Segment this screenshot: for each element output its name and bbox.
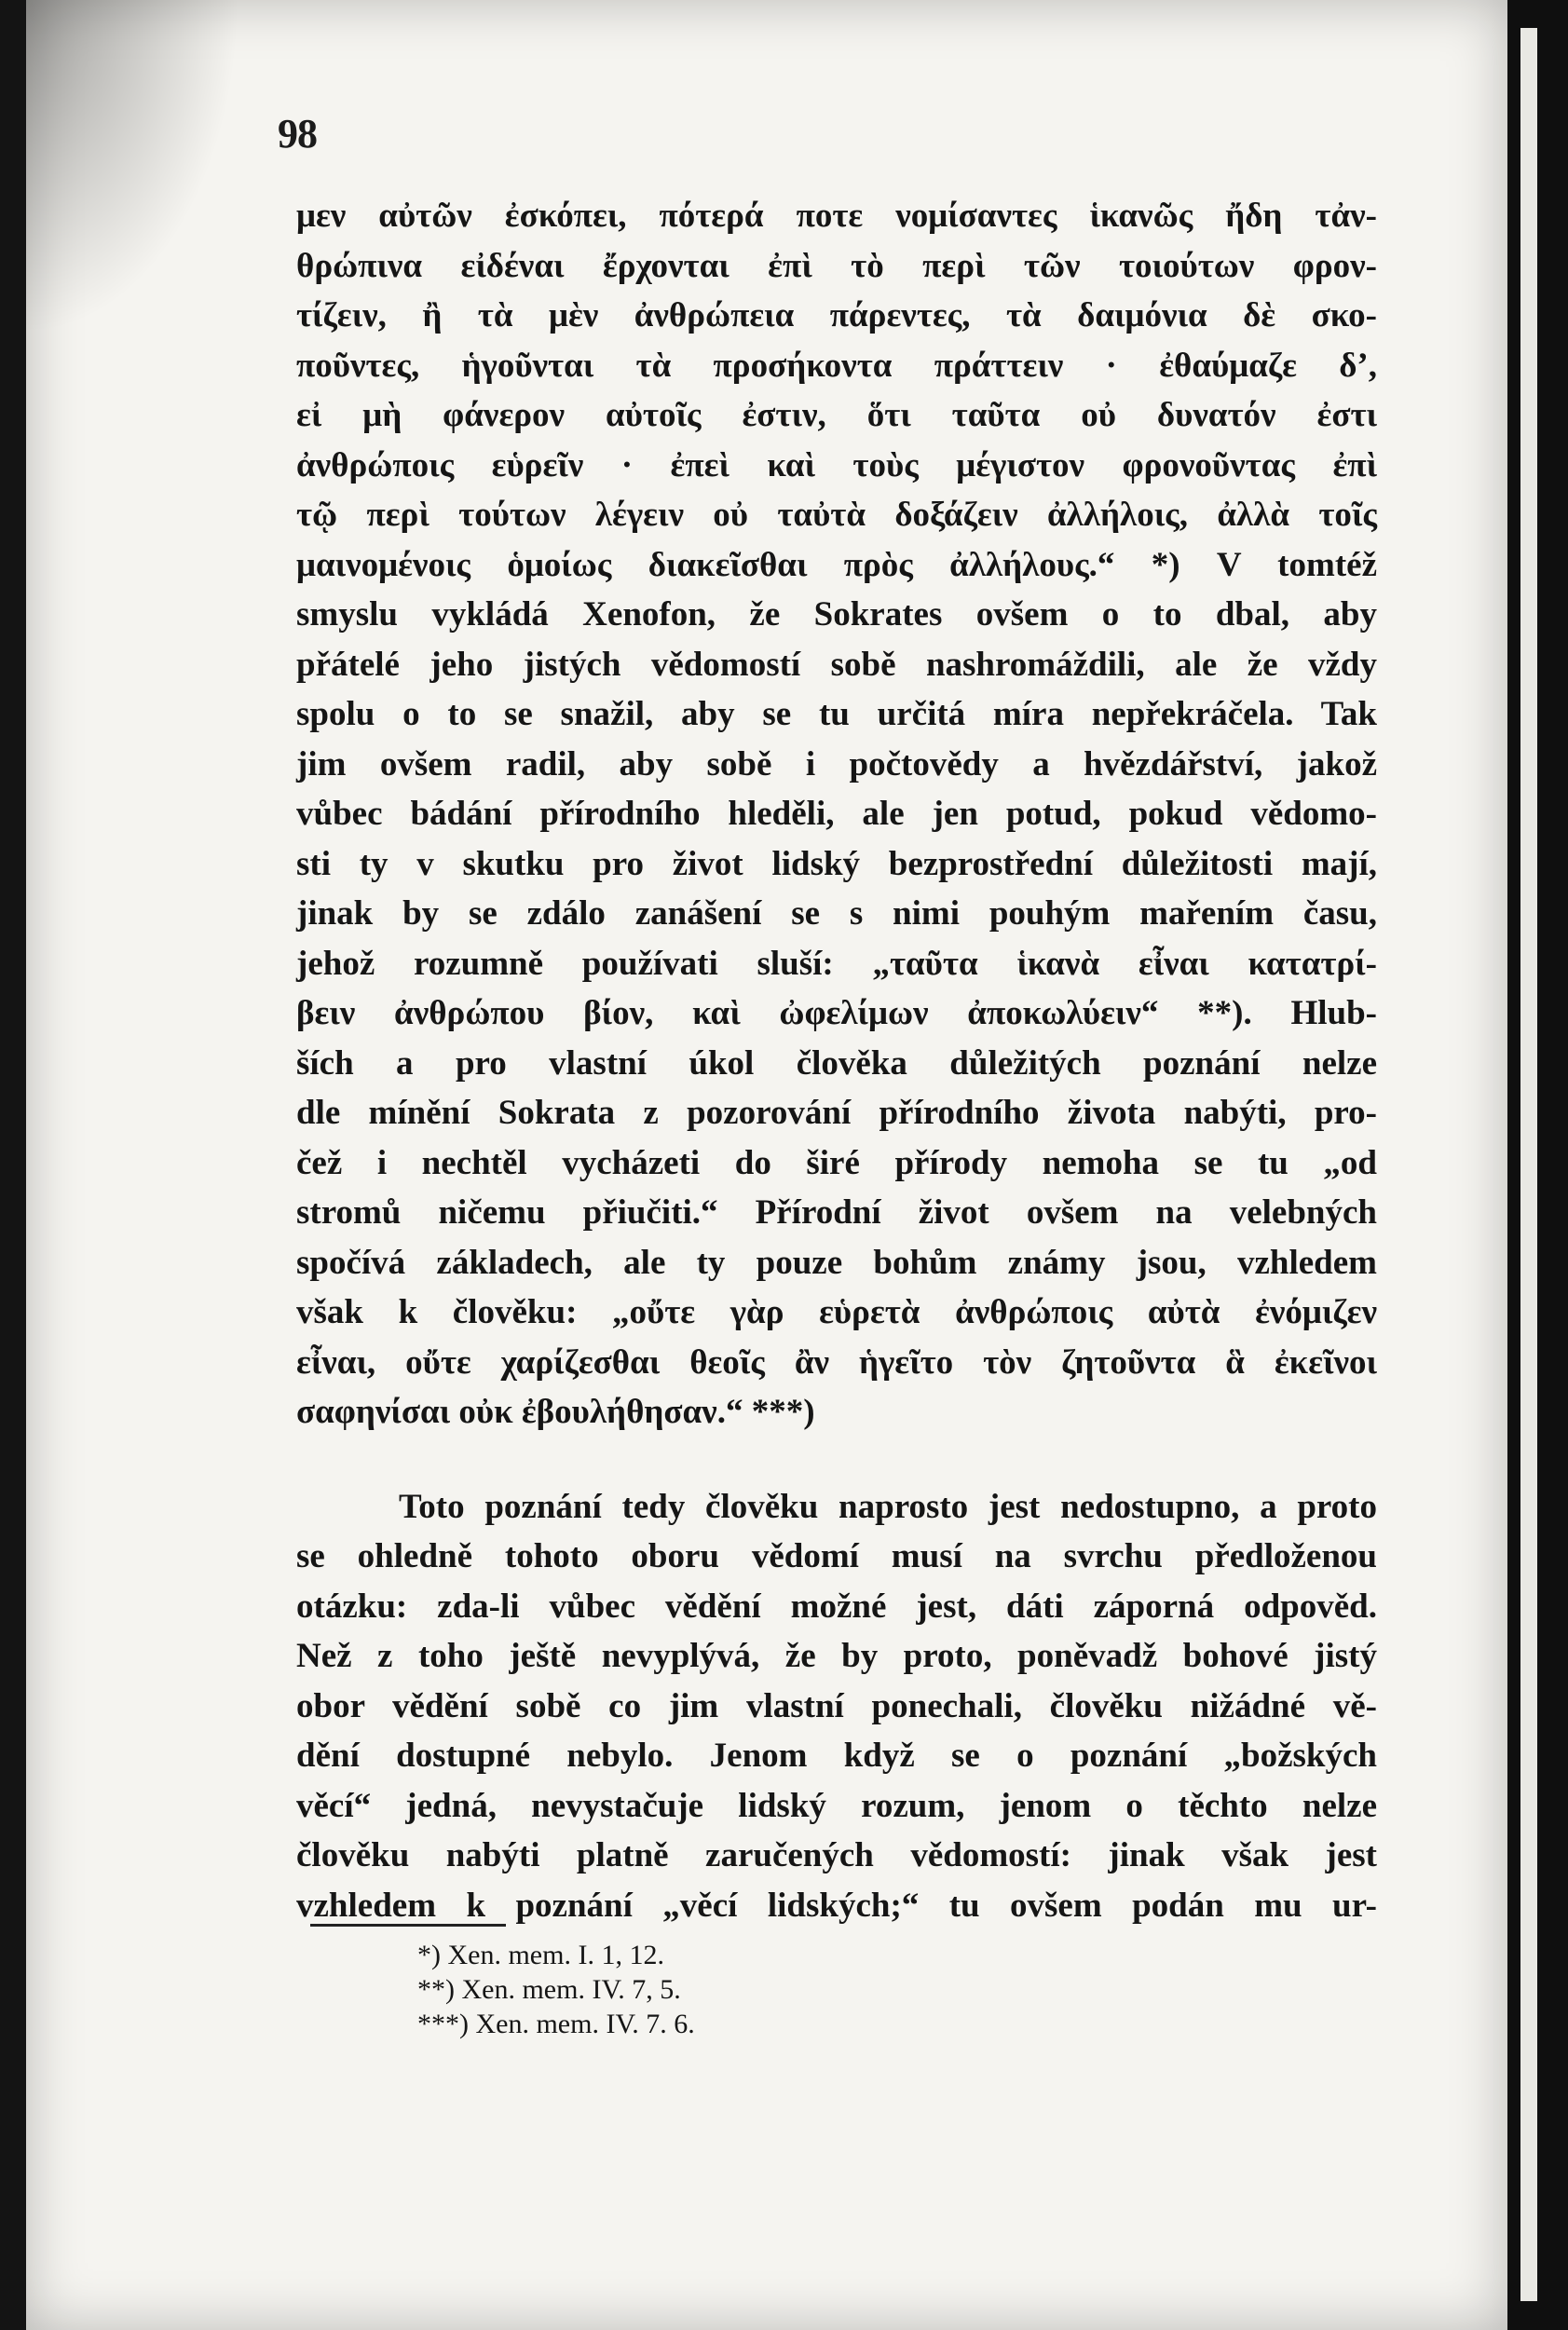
footnote: ***) Xen. mem. IV. 7. 6. — [417, 2009, 695, 2039]
text-line: dle mínění Sokrata z pozorování přírodního života nabýti, pro- — [296, 1094, 1377, 1132]
text-line: εἶναι, οὔτε χαρίζεσθαι θεοῖς ἂν ἡγεῖτο τὸν ζητοῦντα ἃ ἐκεῖνοι — [296, 1342, 1377, 1382]
text-line: μαινομένοις ὁμοίως διακεῖσθαι πρὸς ἀλλήλους.“ *) V tomtéž — [296, 545, 1377, 584]
text-line: jim ovšem radil, aby sobě i počtovědy a hvězdářství, jakož — [296, 744, 1377, 783]
text-line: ἀνθρώποις εὑρεῖν · ἐπεὶ καὶ τοὺς μέγιστον φρονοῦντας ἐπὶ — [296, 445, 1377, 484]
footnote: *) Xen. mem. I. 1, 12. — [417, 1940, 664, 1970]
text-line: σαφηνίσαι οὐκ ἐβουλήθησαν.“ ***) — [296, 1393, 815, 1431]
paragraph-gap — [296, 1438, 1377, 1482]
text-line: Než z toho ještě nevyplývá, že by proto, poněvadž bohové jistý — [296, 1637, 1377, 1675]
text-line: εἰ μὴ φάνερον αὐτοῖς ἐστιν, ὅτι ταῦτα οὐ δυνατόν ἐστι — [296, 396, 1377, 434]
text-line: τῷ περὶ τούτων λέγειν οὐ ταὐτὰ δοξάζειν ἀλλήλοις, ἀλλὰ τοῖς — [296, 496, 1377, 534]
text-line: spočívá základech, ale ty pouze bohům známy jsou, vzhledem — [296, 1243, 1377, 1282]
text-line: obor vědění sobě co jim vlastní ponechali, člověku nižádné vě- — [296, 1686, 1377, 1725]
text-line: věcí“ jedná, nevystačuje lidský rozum, jenom o těchto nelze — [296, 1786, 1377, 1825]
text-line: jinak by se zdálo zanášení se s nimi pouhým mařením času, — [296, 894, 1377, 933]
scan-shadow — [26, 0, 240, 335]
text-line: vůbec bádání přírodního hleděli, ale jen potud, pokud vědomo- — [296, 795, 1377, 833]
footnote-divider — [310, 1924, 506, 1927]
text-line: spolu o to se snažil, aby se tu určitá míra nepřekráčela. Tak — [296, 695, 1377, 733]
footnotes — [417, 1938, 695, 2041]
text-line: přátelé jeho jistých vědomostí sobě nashromáždili, ale že vždy — [296, 645, 1377, 684]
text-line: otázku: zda-li vůbec vědění možné jest, dáti záporná odpověd. — [296, 1587, 1377, 1626]
text-line: βειν ἀνθρώπου βίον, καὶ ὠφελίμων ἀποκωλύειν“ **). Hlub- — [296, 994, 1377, 1032]
page-number: 98 — [278, 111, 317, 157]
text-line: jehož rozumně používati sluší: „ταῦτα ἱκανὰ εἶναι κατατρί- — [296, 944, 1377, 983]
text-line: čež i nechtěl vycházeti do širé přírody nemoha se tu „od — [296, 1143, 1377, 1182]
text-line: θρώπινα εἰδέναι ἔρχονται ἐπὶ τὸ περὶ τῶν τοιούτων φρον- — [296, 246, 1377, 285]
text-line: stromů ničemu přiučiti.“ Přírodní život ovšem na velebných — [296, 1193, 1377, 1232]
text-line: τίζειν, ἢ τὰ μὲν ἀνθρώπεια πάρεντες, τὰ δαιμόνια δὲ σκο- — [296, 296, 1377, 334]
text-line: ποῦντες, ἡγοῦνται τὰ προσήκοντα πράττειν · ἐθαύμαζε δ’, — [296, 346, 1377, 385]
text-line: ších a pro vlastní úkol člověka důležitých poznání nelze — [296, 1043, 1377, 1083]
book-page — [26, 0, 1507, 2330]
text-line: se ohledně tohoto oboru vědomí musí na svrchu předloženou — [296, 1537, 1377, 1575]
text-line: dění dostupné nebylo. Jenom když se o poznání „božských — [296, 1737, 1377, 1775]
text-line: vzhledem k poznání „věcí lidských;“ tu ovšem podán mu ur- — [296, 1886, 1377, 1925]
text-line: Toto poznání tedy člověku naprosto jest nedostupno, a proto — [399, 1487, 1377, 1526]
text-line: však k člověku: „οὔτε γὰρ εὑρετὰ ἀνθρώποις αὐτὰ ἐνόμιζεν — [296, 1293, 1377, 1331]
book-binding-edge — [1507, 0, 1568, 2330]
text-line: μεν αὐτῶν ἐσκόπει, πότερά ποτε νομίσαντες ἱκανῶς ἤδη τἀν- — [296, 197, 1377, 235]
text-line: sti ty v skutku pro život lidský bezprostřední důležitosti mají, — [296, 844, 1377, 883]
body-text — [296, 191, 1377, 1930]
text-line: člověku nabýti platně zaručených vědomostí: jinak však jest — [296, 1836, 1377, 1874]
next-page-edge — [1520, 28, 1537, 2301]
text-line: smyslu vykládá Xenofon, že Sokrates ovšem o to dbal, aby — [296, 595, 1377, 634]
footnote: **) Xen. mem. IV. 7, 5. — [417, 1974, 681, 2005]
